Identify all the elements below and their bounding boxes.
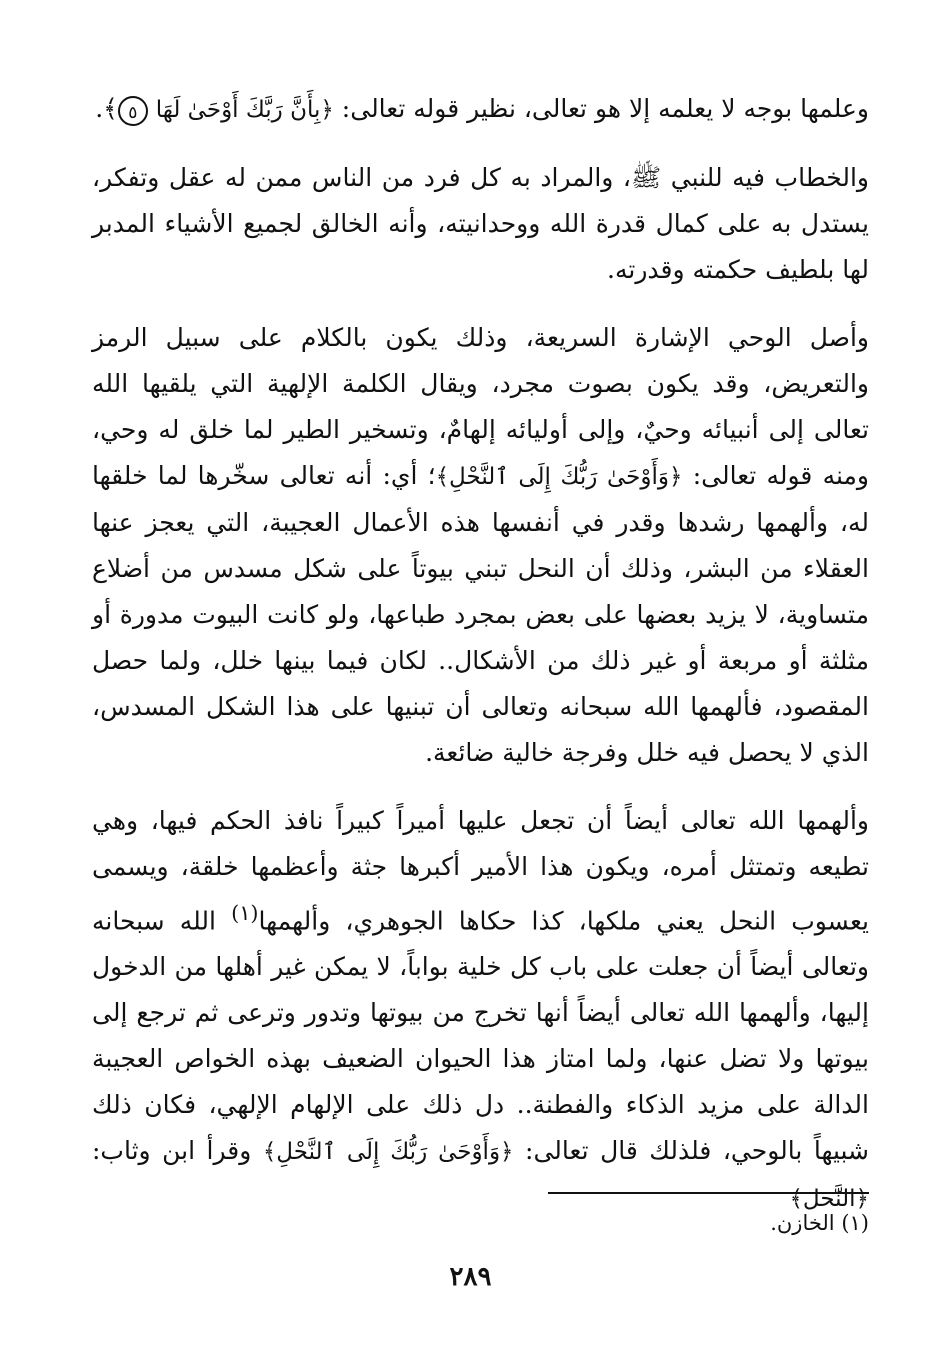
paragraph-4-text-a: وألهمها الله تعالى أيضاً أن تجعل عليها أميراً كبيراً نافذ الحكم فيها، وهي تطيعه وتمتثل أمره، ويكون هذا الأمير أكبرها جثة وأعظمها خلقة، ويسمى يعسوب النحل يعني ملكها، كذا حكاها الجوهري، وألهمها: [92, 806, 870, 936]
ayah-number-marker: ٥: [118, 96, 148, 126]
quran-word: ﴿النَّحل﴾: [789, 1186, 869, 1213]
footnote-reference[interactable]: (١): [231, 901, 259, 925]
paragraph-3-text-a: وأصل الوحي الإشارة السريعة، وذلك يكون بالكلام على سبيل الرمز والتعريض، وقد يكون بصوت مجرد، ويقال الكلمة الإلهية التي يلقيها الله تعالى إلى أنبيائه وحيٌ، وإلى أوليائه إلهامٌ، وتسخير الطير لما خلق له وحي، ومنه قوله تعالى:: [92, 323, 869, 490]
paragraph-4-text-b: الله سبحانه وتعالى أيضاً أن جعلت على باب كل خلية بواباً، لا يمكن غير أهلها من الدخول إليها، وألهمها الله تعالى أيضاً أنها تخرج من بيوتها وتدور وترعى ثم ترجع إلى بيوتها ولا تضل عنها، ولما امتاز هذا الحيوان الضعيف بهذه الخواص العجيبة الدالة على مزيد الذكاء والفطنة.. دل ذلك على الإلهام الإلهي، فكان ذلك شبيهاً بالوحي، فلذلك قال تعالى:: [92, 906, 870, 1166]
main-text: [92, 86, 869, 1222]
footnote-text: الخازن.: [770, 1211, 842, 1235]
paragraph-1-text: وعلمها بوجه لا يعلمه إلا هو تعالى، نظير قوله تعالى:: [333, 94, 869, 123]
paragraph-4: [92, 798, 869, 1222]
quran-verse: ﴿وَأَوْحَىٰ رَبُّكَ إِلَى ٱلنَّحْلِ﴾: [262, 1139, 514, 1166]
paragraph-1-end: ﴾.: [95, 94, 118, 123]
quran-verse: ﴿بِأَنَّ رَبَّكَ أَوْحَىٰ لَهَا: [155, 97, 334, 123]
footnote: [92, 1206, 869, 1240]
page-number: ٢٨٩: [449, 1262, 492, 1292]
footnote-number: (١): [841, 1211, 869, 1235]
paragraph-3: [92, 315, 869, 776]
quran-verse: ﴿وَأَوْحَىٰ رَبُّكَ إِلَى ٱلنَّحْلِ﴾: [435, 464, 683, 490]
paragraph-4-text-c: وقرأ ابن وثاب:: [92, 1136, 263, 1166]
paragraph-2: والخطاب فيه للنبي ﷺ، والمراد به كل فرد من الناس ممن له عقل وتفكر، يستدل به على كمال قدرة الله ووحدانيته، وأنه الخالق لجميع الأشياء المدبر لها بلطيف حكمته وقدرته.: [92, 163, 869, 284]
footnote-separator: [548, 1192, 869, 1194]
paragraph-3-text-b: ؛ أي: أنه تعالى سخّرها لما خلقها له، وألهمها رشدها وقدر في أنفسها هذه الأعمال العجيبة، التي يعجز عنها العقلاء من البشر، وذلك أن النحل تبني بيوتاً على شكل مسدس من أضلاع متساوية، لا يزيد بعضها على بعض بمجرد طباعها، ولو كانت البيوت مدورة أو مثلثة أو مربعة أو غير ذلك من الأشكال.. لكان فيما بينها خلل، ولما حصل المقصود، فألهمها الله سبحانه وتعالى أن تبنيها على هذا الشكل المسدس، الذي لا يحصل فيه خلل وفرجة خالية ضائعة.: [92, 461, 869, 767]
paragraph-1: [92, 86, 869, 133]
